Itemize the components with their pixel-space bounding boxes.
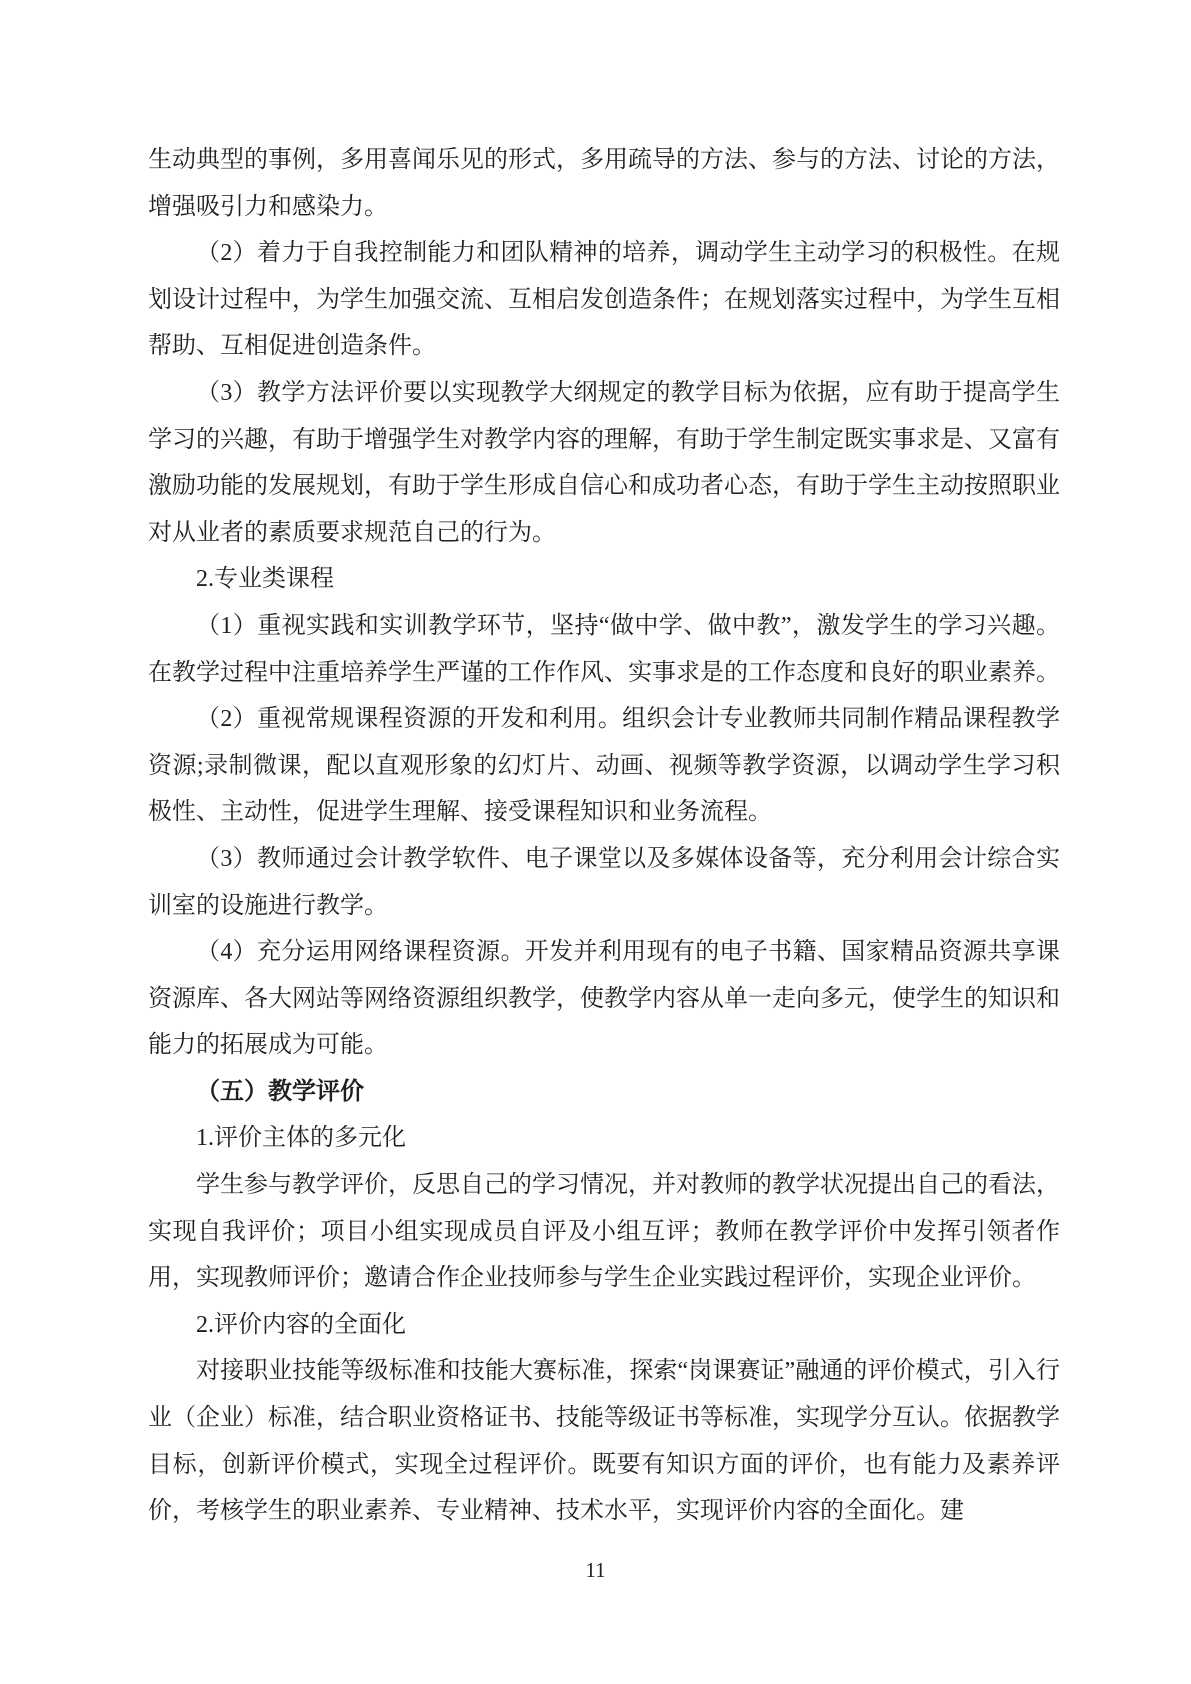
section-heading: （五）教学评价 (196, 1078, 364, 1105)
paragraph: 2.评价内容的全面化 (196, 1311, 406, 1338)
paragraph: 1.评价主体的多元化 (196, 1125, 406, 1152)
paragraph: 学生参与教学评价，反思自己的学习情况，并对教师的教学状况提出自己的看法，实现自我评价；项目小组实现成员自评及小组互评；教师在教学评价中发挥引领者作用，实现教师评价；邀请合作企业技师参与学生企业实践过程评价，实现企业评价。 (148, 1172, 1060, 1292)
page-number: 11 (585, 1558, 606, 1582)
paragraph: （3）教师通过会计教学软件、电子课堂以及多媒体设备等，充分利用会计综合实训室的设施进行教学。 (148, 845, 1060, 919)
paragraph: 2.专业类课程 (196, 566, 334, 593)
paragraph: 生动典型的事例，多用喜闻乐见的形式，多用疏导的方法、参与的方法、讨论的方法，增强吸引力和感染力。 (148, 147, 1060, 220)
paragraph: （2）重视常规课程资源的开发和利用。组织会计专业教师共同制作精品课程教学资源;录制微课，配以直观形象的幻灯片、动画、视频等教学资源，以调动学生学习积极性、主动性，促进学生理解、接受课程知识和业务流程。 (148, 706, 1060, 826)
paragraph: （4）充分运用网络课程资源。开发并利用现有的电子书籍、国家精品资源共享课资源库、各大网站等网络资源组织教学，使教学内容从单一走向多元，使学生的知识和能力的拓展成为可能。 (148, 939, 1060, 1059)
paragraph: （2）着力于自我控制能力和团队精神的培养，调动学生主动学习的积极性。在规划设计过程中，为学生加强交流、互相启发创造条件；在规划落实过程中，为学生互相帮助、互相促进创造条件。 (148, 240, 1060, 360)
paragraph: （1）重视实践和实训教学环节，坚持“做中学、做中教”，激发学生的学习兴趣。在教学过程中注重培养学生严谨的工作作风、实事求是的工作态度和良好的职业素养。 (148, 612, 1060, 686)
paragraph: （3）教学方法评价要以实现教学大纲规定的教学目标为依据，应有助于提高学生学习的兴趣，有助于增强学生对教学内容的理解，有助于学生制定既实事求是、又富有激励功能的发展规划，有助于学生形成自信心和成功者心态，有助于学生主动按照职业对从业者的素质要求规范自己的行为。 (148, 379, 1060, 546)
paragraph: 对接职业技能等级标准和技能大赛标准，探索“岗课赛证”融通的评价模式，引入行业（企业）标准，结合职业资格证书、技能等级证书等标准，实现学分互认。依据教学目标，创新评价模式，实现全过程评价。既要有知识方面的评价，也有能力及素养评价，考核学生的职业素养、专业精神、技术水平，实现评价内容的全面化。建 (148, 1358, 1060, 1525)
document-body (148, 137, 1060, 1535)
